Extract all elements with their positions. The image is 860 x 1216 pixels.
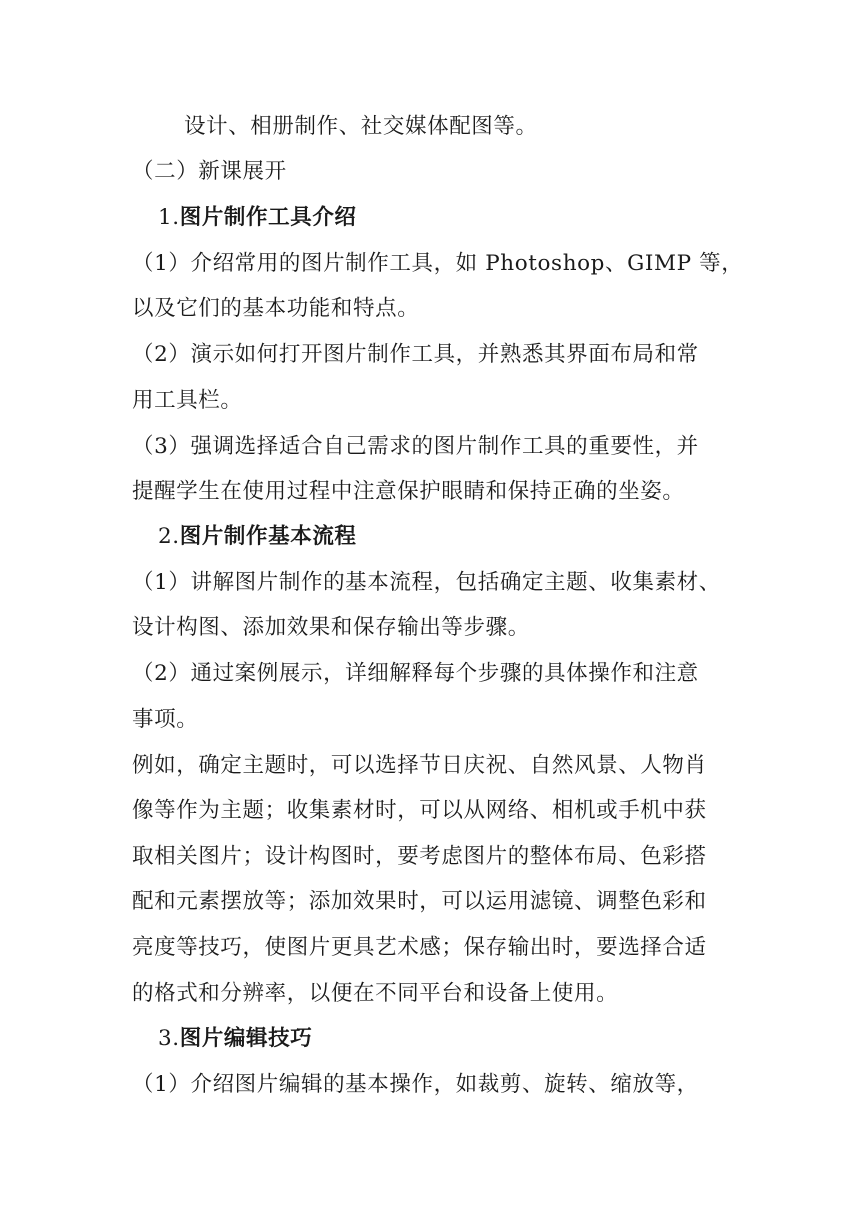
paragraph-line: 设计、相册制作、社交媒体配图等。: [184, 114, 538, 139]
paragraph-line: （1）介绍常用的图片制作工具，如 Photoshop、GIMP 等，: [132, 251, 744, 276]
paragraph-line: 提醒学生在使用过程中注意保护眼睛和保持正确的坐姿。: [132, 479, 685, 504]
subsection-heading: [158, 1026, 768, 1052]
subsection-heading: [158, 524, 768, 550]
paragraph-line: （1）介绍图片编辑的基本操作，如裁剪、旋转、缩放等，: [132, 1072, 699, 1097]
paragraph-line: 亮度等技巧，使图片更具艺术感；保存输出时，要选择合适: [132, 935, 707, 960]
subsection-title: 图片编辑技巧: [179, 1026, 313, 1051]
paragraph-line: 的格式和分辨率，以便在不同平台和设备上使用。: [132, 981, 619, 1006]
paragraph-line: 取相关图片；设计构图时，要考虑图片的整体布局、色彩搭: [132, 844, 707, 869]
subsection-title: 图片制作工具介绍: [179, 205, 357, 230]
paragraph-line: 配和元素摆放等；添加效果时，可以运用滤镜、调整色彩和: [132, 889, 707, 914]
subsection-heading: [158, 205, 768, 231]
paragraph-line: （2）通过案例展示，详细解释每个步骤的具体操作和注意: [132, 661, 699, 686]
subsection-number: 1.: [158, 205, 180, 230]
subsection-title: 图片制作基本流程: [179, 524, 357, 549]
paragraph-line: 用工具栏。: [132, 388, 243, 413]
paragraph-line: 像等作为主题；收集素材时，可以从网络、相机或手机中获: [132, 798, 707, 823]
paragraph-line: （3）强调选择适合自己需求的图片制作工具的重要性，并: [132, 434, 699, 459]
paragraph-line: 例如，确定主题时，可以选择节日庆祝、自然风景、人物肖: [132, 753, 707, 778]
paragraph-line: 设计构图、添加效果和保存输出等步骤。: [132, 615, 530, 640]
paragraph-line: 以及它们的基本功能和特点。: [132, 296, 420, 321]
paragraph-line: 事项。: [132, 707, 199, 732]
subsection-number: 3.: [158, 1026, 180, 1051]
subsection-number: 2.: [158, 524, 180, 549]
section-heading: （二）新课展开: [132, 159, 287, 184]
paragraph-line: （1）讲解图片制作的基本流程，包括确定主题、收集素材、: [132, 570, 721, 595]
paragraph-line: （2）演示如何打开图片制作工具，并熟悉其界面布局和常: [132, 342, 699, 367]
